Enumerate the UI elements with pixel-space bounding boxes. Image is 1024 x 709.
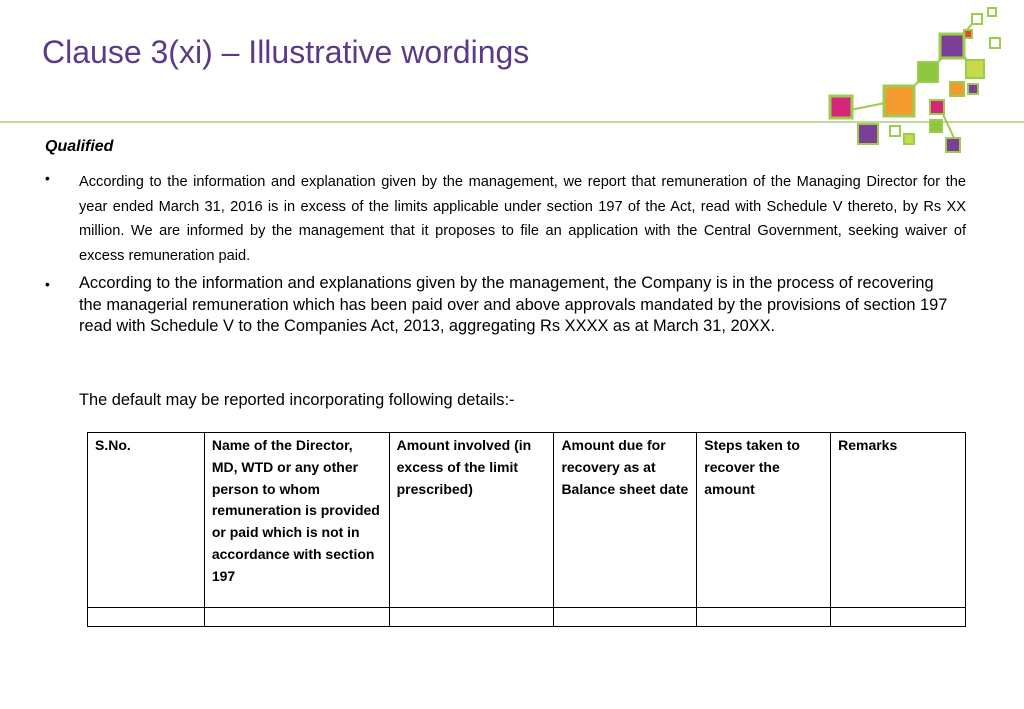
table-header-cell: Name of the Director, MD, WTD or any other person to whom remuneration is provided or paid which is not in accordance with section 197	[204, 433, 389, 608]
table-header-cell: Remarks	[831, 433, 966, 608]
table-cell	[389, 608, 554, 627]
table-header-cell: Amount involved (in excess of the limit prescribed)	[389, 433, 554, 608]
table-header-cell: S.No.	[88, 433, 205, 608]
table-cell	[88, 608, 205, 627]
table-cell	[697, 608, 831, 627]
bullet-text: According to the information and explanations given by the management, the Company is in the process of recovering the managerial remuneration which has been paid over and above approvals mandated by the provisions of section 197 read with Schedule V to the Companies Act, 2013, aggregating Rs XXXX as at March 31, 20XX.	[79, 274, 948, 335]
decorative-squares-graphic	[0, 0, 1024, 160]
table-header-row	[88, 433, 966, 608]
default-details-table	[87, 432, 966, 627]
default-note: The default may be reported incorporating following details:-	[79, 391, 515, 409]
table-header-cell: Amount due for recovery as at Balance sheet date	[554, 433, 697, 608]
table-row	[88, 608, 966, 627]
table-header-cell: Steps taken to recover the amount	[697, 433, 831, 608]
table-cell	[554, 608, 697, 627]
bullet-item	[45, 170, 966, 268]
bullet-text: According to the information and explanation given by the management, we report that remuneration of the Managing Director for the year ended March 31, 2016 is in excess of the limits applicable under section 197 of the Act, read with Schedule V thereto, by Rs XX million. We are informed by the management that it proposes to file an application with the Central Government, seeking waiver of excess remuneration paid.	[79, 174, 966, 264]
bullet-marker: •	[45, 276, 50, 292]
slide-title: Clause 3(xi) – Illustrative wordings	[42, 34, 530, 70]
bullet-item	[45, 273, 966, 338]
bullet-marker: •	[45, 170, 50, 186]
table-cell	[831, 608, 966, 627]
table-cell	[204, 608, 389, 627]
section-heading: Qualified	[45, 138, 114, 155]
